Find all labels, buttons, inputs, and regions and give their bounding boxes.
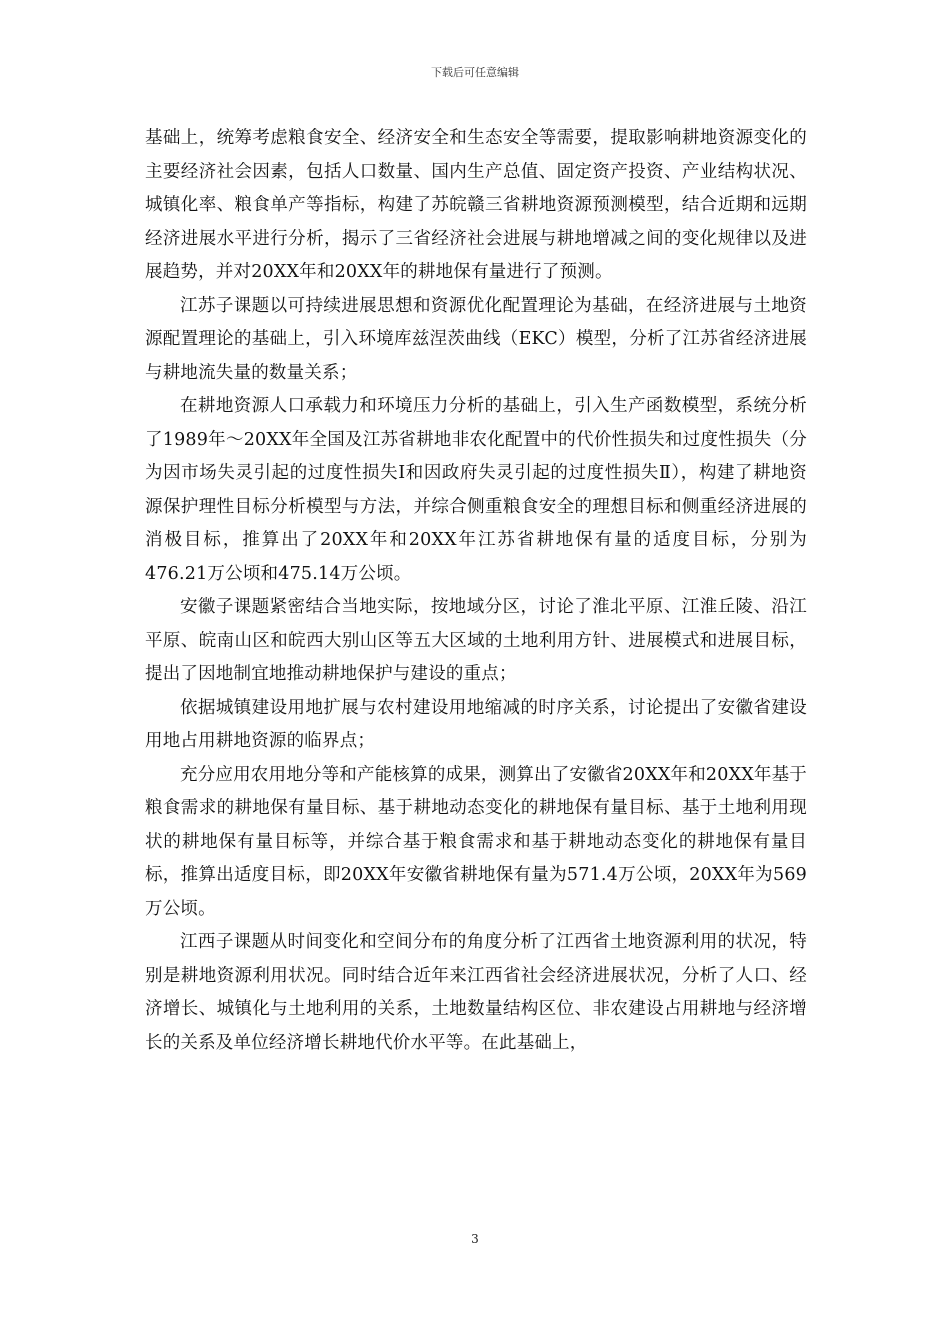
paragraph-2: 江苏子课题以可持续进展思想和资源优化配置理论为基础，在经济进展与土地资源配置理论的基础上，引入环境库兹涅茨曲线（EKC）模型，分析了江苏省经济进展与耕地流失量的数量关系； — [145, 295, 807, 383]
paragraph-6: 充分应用农用地分等和产能核算的成果，测算出了安徽省20XX年和20XX年基于粮食需求的耕地保有量目标、基于耕地动态变化的耕地保有量目标、基于土地利用现状的耕地保有量目标等，并综合基于粮食需求和基于耕地动态变化的耕地保有量目标，推算出适度目标，即20XX年安徽省耕地保有量为571.4万公顷，20XX年为569万公顷。 — [145, 764, 807, 919]
document-body — [145, 122, 807, 1060]
paragraph-7: 江西子课题从时间变化和空间分布的角度分析了江西省土地资源利用的状况，特别是耕地资源利用状况。同时结合近年来江西省社会经济进展状况，分析了人口、经济增长、城镇化与土地利用的关系，土地数量结构区位、非农建设占用耕地与经济增长的关系及单位经济增长耕地代价水平等。在此基础上， — [145, 932, 807, 1053]
page-header-note: 下载后可任意编辑 — [431, 66, 519, 79]
paragraph-5: 依据城镇建设用地扩展与农村建设用地缩减的时序关系，讨论提出了安徽省建设用地占用耕地资源的临界点； — [145, 697, 807, 751]
paragraph-3: 在耕地资源人口承载力和环境压力分析的基础上，引入生产函数模型，系统分析了1989年～20XX年全国及江苏省耕地非农化配置中的代价性损失和过度性损失（分为因市场失灵引起的过度性损失Ⅰ和因政府失灵引起的过度性损失Ⅱ），构建了耕地资源保护理性目标分析模型与方法，并综合侧重粮食安全的理想目标和侧重经济进展的消极目标，推算出了20XX年和20XX年江苏省耕地保有量的适度目标，分别为476.21万公顷和475.14万公顷。 — [145, 396, 807, 584]
page-number: 3 — [471, 1232, 479, 1246]
paragraph-1: 基础上，统筹考虑粮食安全、经济安全和生态安全等需要，提取影响耕地资源变化的主要经济社会因素，包括人口数量、国内生产总值、固定资产投资、产业结构状况、城镇化率、粮食单产等指标，构建了苏皖赣三省耕地资源预测模型，结合近期和远期经济进展水平进行分析，揭示了三省经济社会进展与耕地增减之间的变化规律以及进展趋势，并对20XX年和20XX年的耕地保有量进行了预测。 — [145, 128, 807, 282]
paragraph-4: 安徽子课题紧密结合当地实际，按地域分区，讨论了淮北平原、江淮丘陵、沿江平原、皖南山区和皖西大别山区等五大区域的土地利用方针、进展模式和进展目标，提出了因地制宜地推动耕地保护与建设的重点； — [145, 597, 807, 684]
